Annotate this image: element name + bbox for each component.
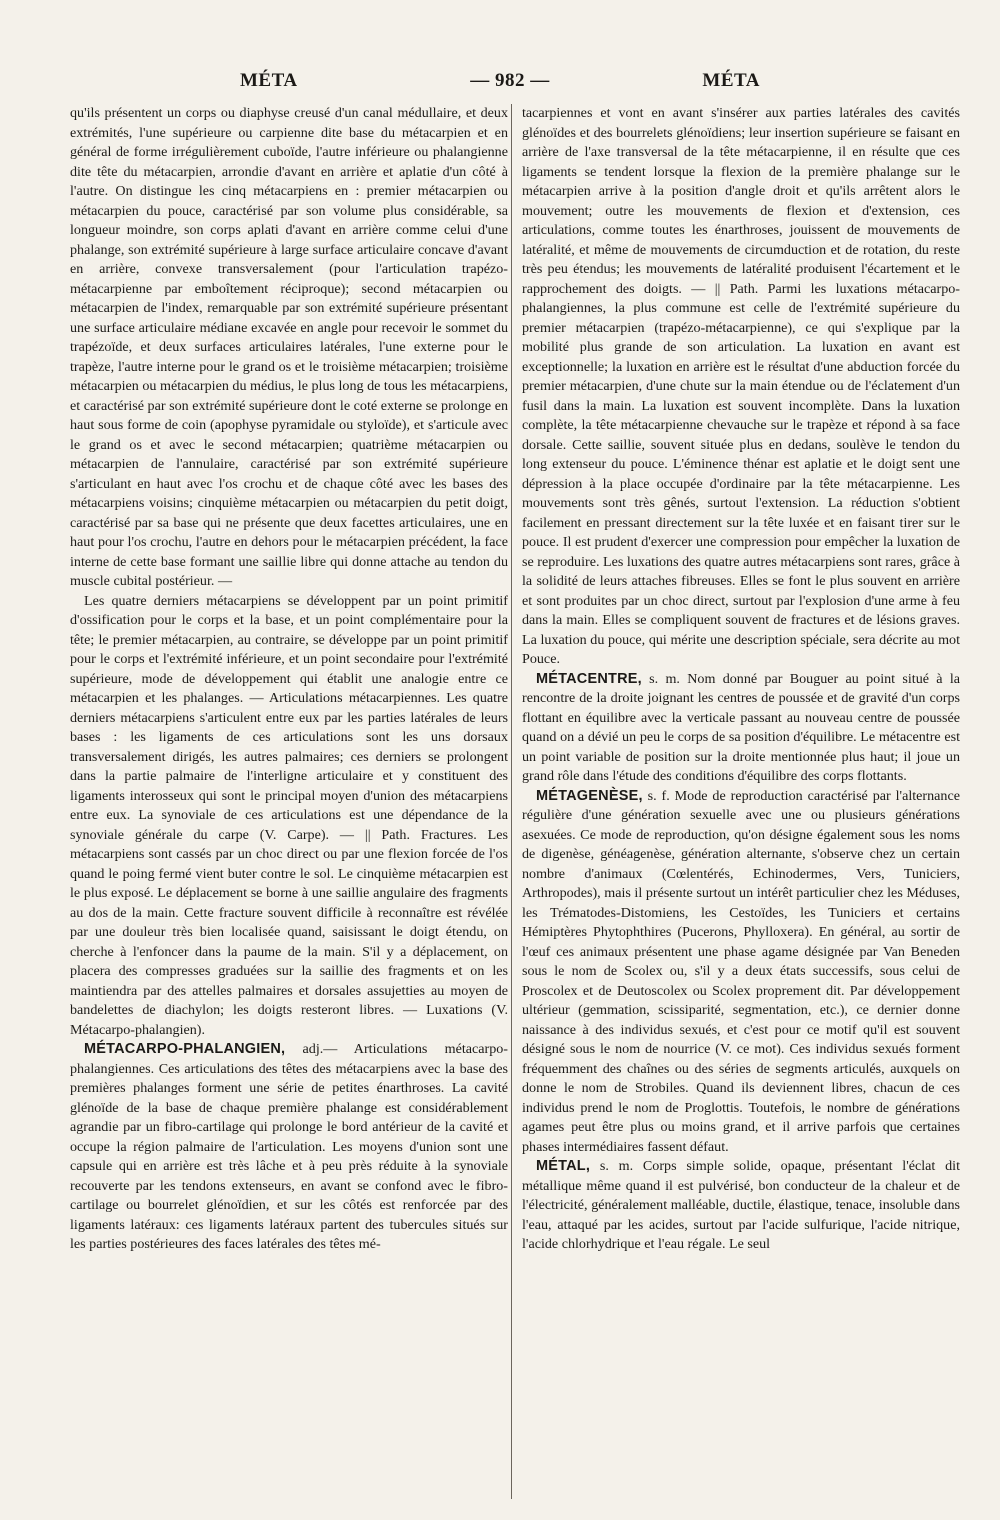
entry-metacarpo-phalangien: [70, 1040, 508, 1255]
entry-headword: MÉTAGENÈSE,: [536, 787, 643, 804]
entry-headword: MÉTACENTRE,: [536, 670, 642, 687]
entry-headword: MÉTAL,: [536, 1158, 591, 1174]
running-head: [60, 70, 960, 96]
column-divider: [511, 104, 512, 1499]
paragraph-metacarpiens: qu'ils présentent un corps ou diaphyse creusé d'un canal médullaire, et deux extrémités, l'une supérieure ou carpienne dite base du métacarpien et en général de forme irrégulièrement cuboïde, l'autre inférieure ou phalangienne dite tête du métacarpien, arrondie d'avant en arrière et aplatie d'un côté à l'autre. On distingue les cinq métacarpiens en : premier métacarpien ou métacarpien du pouce, caractérisé par son volume plus considérable, sa longueur moindre, son corps aplati d'avant en arrière comme celui d'une phalange, son extrémité supérieure à large surface articulaire concave d'avant en arrière, convexe transversalement (pour l'articulation trapézo-métacarpienne par emboîtement réciproque); second métacarpien ou métacarpien de l'index, remarquable par son extrémité supérieure présentant une surface articulaire médiane excavée en angle pour recevoir le sommet du trapézoïde, et deux surfaces articulaires latérales, l'une externe pour le trapèze, l'autre interne pour le grand os et le troisième métacarpien; troisième métacarpien ou métacarpien du médius, le plus long de tous les métacarpiens, et caractérisé par son extrémité supérieure dont le coté externe se prolonge en haut sous forme de coin (apophyse pyramidale ou styloïde), et s'articule avec le grand os et avec le second métacarpien; quatrième métacarpien ou métacarpien de l'annulaire, caractérisé par son extrémité supérieure s'articulant en haut avec l'os crochu et de chaque côté avec les bases des métacarpiens voisins; cinquième métacarpien ou métacarpien du petit doigt, caractérisé par sa base qui ne présente que deux facettes articulaires, une en haut pour l'os crochu, l'autre en dehors pour le métacarpien précédent, la face interne de cette base formant une saillie libre qui donne attache au tendon du muscle cubital postérieur. —: [70, 105, 508, 589]
entry-body: s. f. Mode de reproduction caractérisé par l'alternance régulière d'une génération sexuelle avec une ou plusieurs générations asexuées. Ce mode de reproduction, qu'on désigne également sous les noms de digenèse, généagenèse, génération alternante, s'observe chez un certain nombre d'animaux (Cœlentérés, Echinodermes, Vers, Tuniciers, Arthropodes), mais il présente surtout un intérêt particulier chez les Méduses, les Trématodes-Distomiens, les Cestoïdes, les Tuniciers et certains Hémiptères Phytophthires (Pucerons, Phylloxera). En général, au sortir de l'œuf ces animaux présentent une phase agame désignée par Van Beneden sous le nom de Scolex ou, s'il y a deux états successifs, sous celui de Proscolex et de Deutoscolex ou Scolex proprement dit. Par développement ultérieur (gemmation, scissiparité, segmentation, etc.), ce dernier donne naissance à des individus sexués, et c'est pour ce motif qu'il est souvent désigné sous le nom de nourrice (V. ce mot). Ces individus sexués forment fréquemment des chaînes ou des séries de segments articulés, auxquels on donne le nom de Strobiles. Quand ils deviennent libres, chacun de ces individus prend le nom de Proglottis. Toutefois, le nombre de générations agames peut être plus ou moins grand, et il arrive parfois que certaines phases intermédiaires fassent défaut.: [522, 787, 960, 1155]
entry-headword: MÉTACARPO-PHALANGIEN,: [84, 1041, 286, 1057]
text-columns: [60, 104, 960, 1504]
paragraph-continuation: tacarpiennes et vont en avant s'insérer aux parties latérales des cavités glénoïdes et des bourrelets glénoïdiens; leur insertion supérieure se faisant en arrière de l'axe transversal de la tête métacarpienne, il en résulte que ces ligaments se tendent lorsque la flexion de la première phalange sur le métacarpien arrive à la position d'angle droit et qu'ils arrêtent alors le mouvement; outre les mouvements de flexion et d'extension, ces articulations, comme toutes les énarthroses, jouissent de mouvements de latéralité, et même de mouvements de circumduction et de rotation, du reste très peu étendus; les mouvements de latéralité produisent l'écartement et le rapprochement des doigts. — || Path. Parmi les luxations métacarpo-phalangiennes, la plus commune est celle de l'extrémité supérieure du premier métacarpien (trapézo-métacarpienne), ce qui s'explique par la mobilité plus grande de son articulation. La luxation en avant est exceptionnelle; la luxation en arrière est le résultat d'une abduction forcée du premier métacarpien, d'une chute sur la main étendue ou de l'éclatement d'un fusil dans la main. La luxation est souvent incomplète. Dans la luxation complète, la tête métacarpienne chevauche sur le trapèze et répond à sa face dorsale. Cette saillie, souvent située plus en dedans, soulève le tendon du long extenseur du pouce. L'éminence thénar est aplatie et le doigt sent une dépression à la place occupée d'ordinaire par la tête métacarpienne. Les mouvements sont très gênés, surtout l'extension. La réduction s'obtient facilement en pressant directement sur la tête luxée et en faisant tirer sur le pouce. Il est prudent d'exercer une compression pour empêcher la luxation de se reproduire. Les luxations des quatre autres métacarpiens sont rares, grâce à la solidité de leurs attaches fibreuses. Elles se font le plus souvent en arrière et sont produites par un choc direct, surtout par l'explosion d'une arme à feu dans la main. Elles se compliquent souvent de fractures et de lésions graves. La luxation du pouce, qui mérite une description spéciale, sera décrite au mot Pouce.: [522, 105, 960, 667]
right-column: [522, 104, 960, 1499]
paragraph-developpement: Les quatre derniers métacarpiens se développent par un point primitif d'ossification pour le corps et la base, et un point complémentaire pour la tête; le premier métacarpien, au contraire, se développe par un point primitif pour le corps et l'extrémité inférieure, et un point secondaire pour l'extrémité supérieure, mode de développement qui établit une analogie entre ce métacarpien et les phalanges. — Articulations métacarpiennes. Les quatre derniers métacarpiens s'articulent entre eux par les parties latérales de leurs bases : les ligaments de ces articulations sont les uns dorsaux transversalement dirigés, les autres palmaires; ces derniers se prolongent dans la partie palmaire de l'interligne articulaire et y constituent des ligaments interosseux qui sont le principal moyen d'union des métacarpiens entre eux. La synoviale de ces articulations est une dépendance de la synoviale générale du carpe (V. Carpe). — || Path. Fractures. Les métacarpiens sont cassés par un choc direct ou par une flexion forcée de l'os quand le poing fermé vient buter contre le sol. Le cinquième métacarpien est le plus exposé. Le déplacement se borne à une saillie angulaire des fragments au dos de la main. Cette fracture souvent difficile à reconnaître est révélée par une douleur très bien localisée quand, saisissant le doigt étendu, on cherche à l'enfoncer dans la paume de la main. S'il y a déplacement, on placera des compresses graduées sur la saillie des fragments et on les maintiendra par des attelles palmaires et dorsales assujetties au moyen de bandelettes de diachylon; les doigts resteront libres. — Luxations (V. Métacarpo-phalangien).: [70, 592, 508, 1038]
entry-metagenese: [522, 787, 960, 1158]
running-head-right: MÉTA: [702, 70, 760, 91]
entry-metacentre: [522, 670, 960, 787]
page-number: — 982 —: [470, 70, 550, 91]
entry-body: adj.— Articulations métacarpo-phalangiennes. Ces articulations des têtes des métacarpiens avec la base des premières phalanges forment une série de petites énarthroses. La cavité glénoïde de la base de chaque première phalange est considérablement agrandie par un fibro-cartilage qui prolonge le bord antérieur de la cavité et occupe la région palmaire de l'articulation. Les moyens d'union sont une capsule qui en arrière est très lâche et à peu près réduite à la synoviale recouverte par les tendons extenseurs, en avant se confond avec le fibro-cartilage ou bourrelet glénoïdien, et sur les côtés est renforcée par des ligaments latéraux: ces ligaments latéraux partent des tubercules situés sur les parties postérieures des faces latérales des têtes mé-: [70, 1041, 508, 1252]
entry-metal: [522, 1157, 960, 1255]
entry-body: s. m. Nom donné par Bouguer au point situé à la rencontre de la droite joignant les centres de poussée et de gravité d'un corps flottant en équilibre avec la verticale passant au nouveau centre de poussée quand on a dévié un peu le corps de sa position d'équilibre. Le métacentre est un point variable de position sur la droite mentionnée plus haut; il joue un grand rôle dans l'étude des conditions d'équilibre des corps flottants.: [522, 670, 960, 784]
running-head-left: MÉTA: [240, 70, 298, 91]
left-column: [70, 104, 508, 1499]
entry-body: s. m. Corps simple solide, opaque, présentant l'éclat dit métallique même quand il est pulvérisé, bon conducteur de la chaleur et de l'électricité, généralement malléable, ductile, élastique, tenace, insoluble dans l'eau, attaqué par les acides, surtout par l'acide sulfurique, l'acide nitrique, l'acide chlorhydrique et l'eau régale. Le seul: [522, 1158, 960, 1252]
